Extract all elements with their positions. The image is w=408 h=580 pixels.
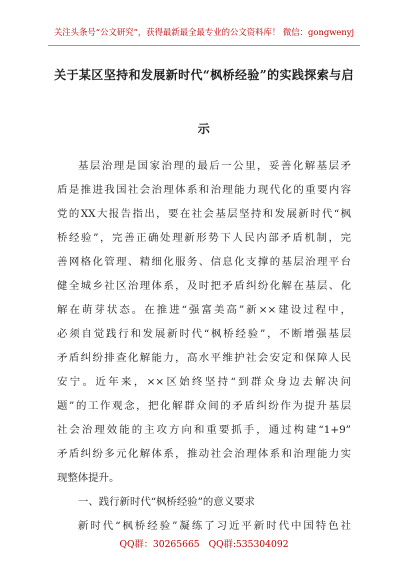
header-divider [48,45,360,46]
header-promo-note: 关注头条号“公文研究”，获得最新最全最专业的公文资料库！ 微信：gongwenyj [53,27,355,37]
body-line: 矛盾纠纷多元化解体系，推动社会治理体系和治理能力实 [57,448,351,460]
body-line: 新时代“枫桥经验”凝练了习近平新时代中国特色社 [78,520,351,532]
body-line: 现整体提升。 [57,472,120,484]
body-line: 必须自觉践行和发展新时代“枫桥经验”，不断增强基层 [57,328,351,340]
body-line: 盾是推进我国社会治理体系和治理能力现代化的重要内容 [57,184,351,196]
body-line: 题”的工作观念，把化解群众间的矛盾纠纷作为提升基层 [57,400,351,412]
section-heading: 一、践行新时代“枫桥经验”的意义要求 [78,496,255,508]
body-line: 解在萌芽状态。在推进“强富美高”新××建设过程中， [57,304,351,316]
footer-qq-group-1: QQ群：30265665 [119,539,200,550]
body-line: 桥经验”，完善正确处理新形势下人民内部矛盾机制，完 [57,232,351,244]
body-line: 健全城乡社区治理体系，及时把矛盾纠纷化解在基层、化 [57,280,351,292]
body-line: 基层治理是国家治理的最后一公里，妥善化解基层矛 [78,160,351,172]
document-title-line-1: 关于某区坚持和发展新时代“枫桥经验”的实践探索与启 [54,68,354,82]
body-line: 党的XX大报告指出，要在社会基层坚持和发展新时代“枫 [57,208,351,220]
body-line: 善网格化管理、精细化服务、信息化支撑的基层治理平台 [57,256,351,268]
body-line: 矛盾纠纷排查化解能力，高水平维护社会安定和保障人民 [57,352,351,364]
body-line: 安宁。近年来，××区始终坚持“到群众身边去解决问 [57,376,351,388]
document-title-line-2: 示 [197,122,211,136]
footer-contact [0,536,408,550]
footer-qq-group-2: QQ群:535304092 [208,539,289,550]
body-line: 社会治理效能的主攻方向和重要抓手，通过构建“1+9” [57,424,351,436]
